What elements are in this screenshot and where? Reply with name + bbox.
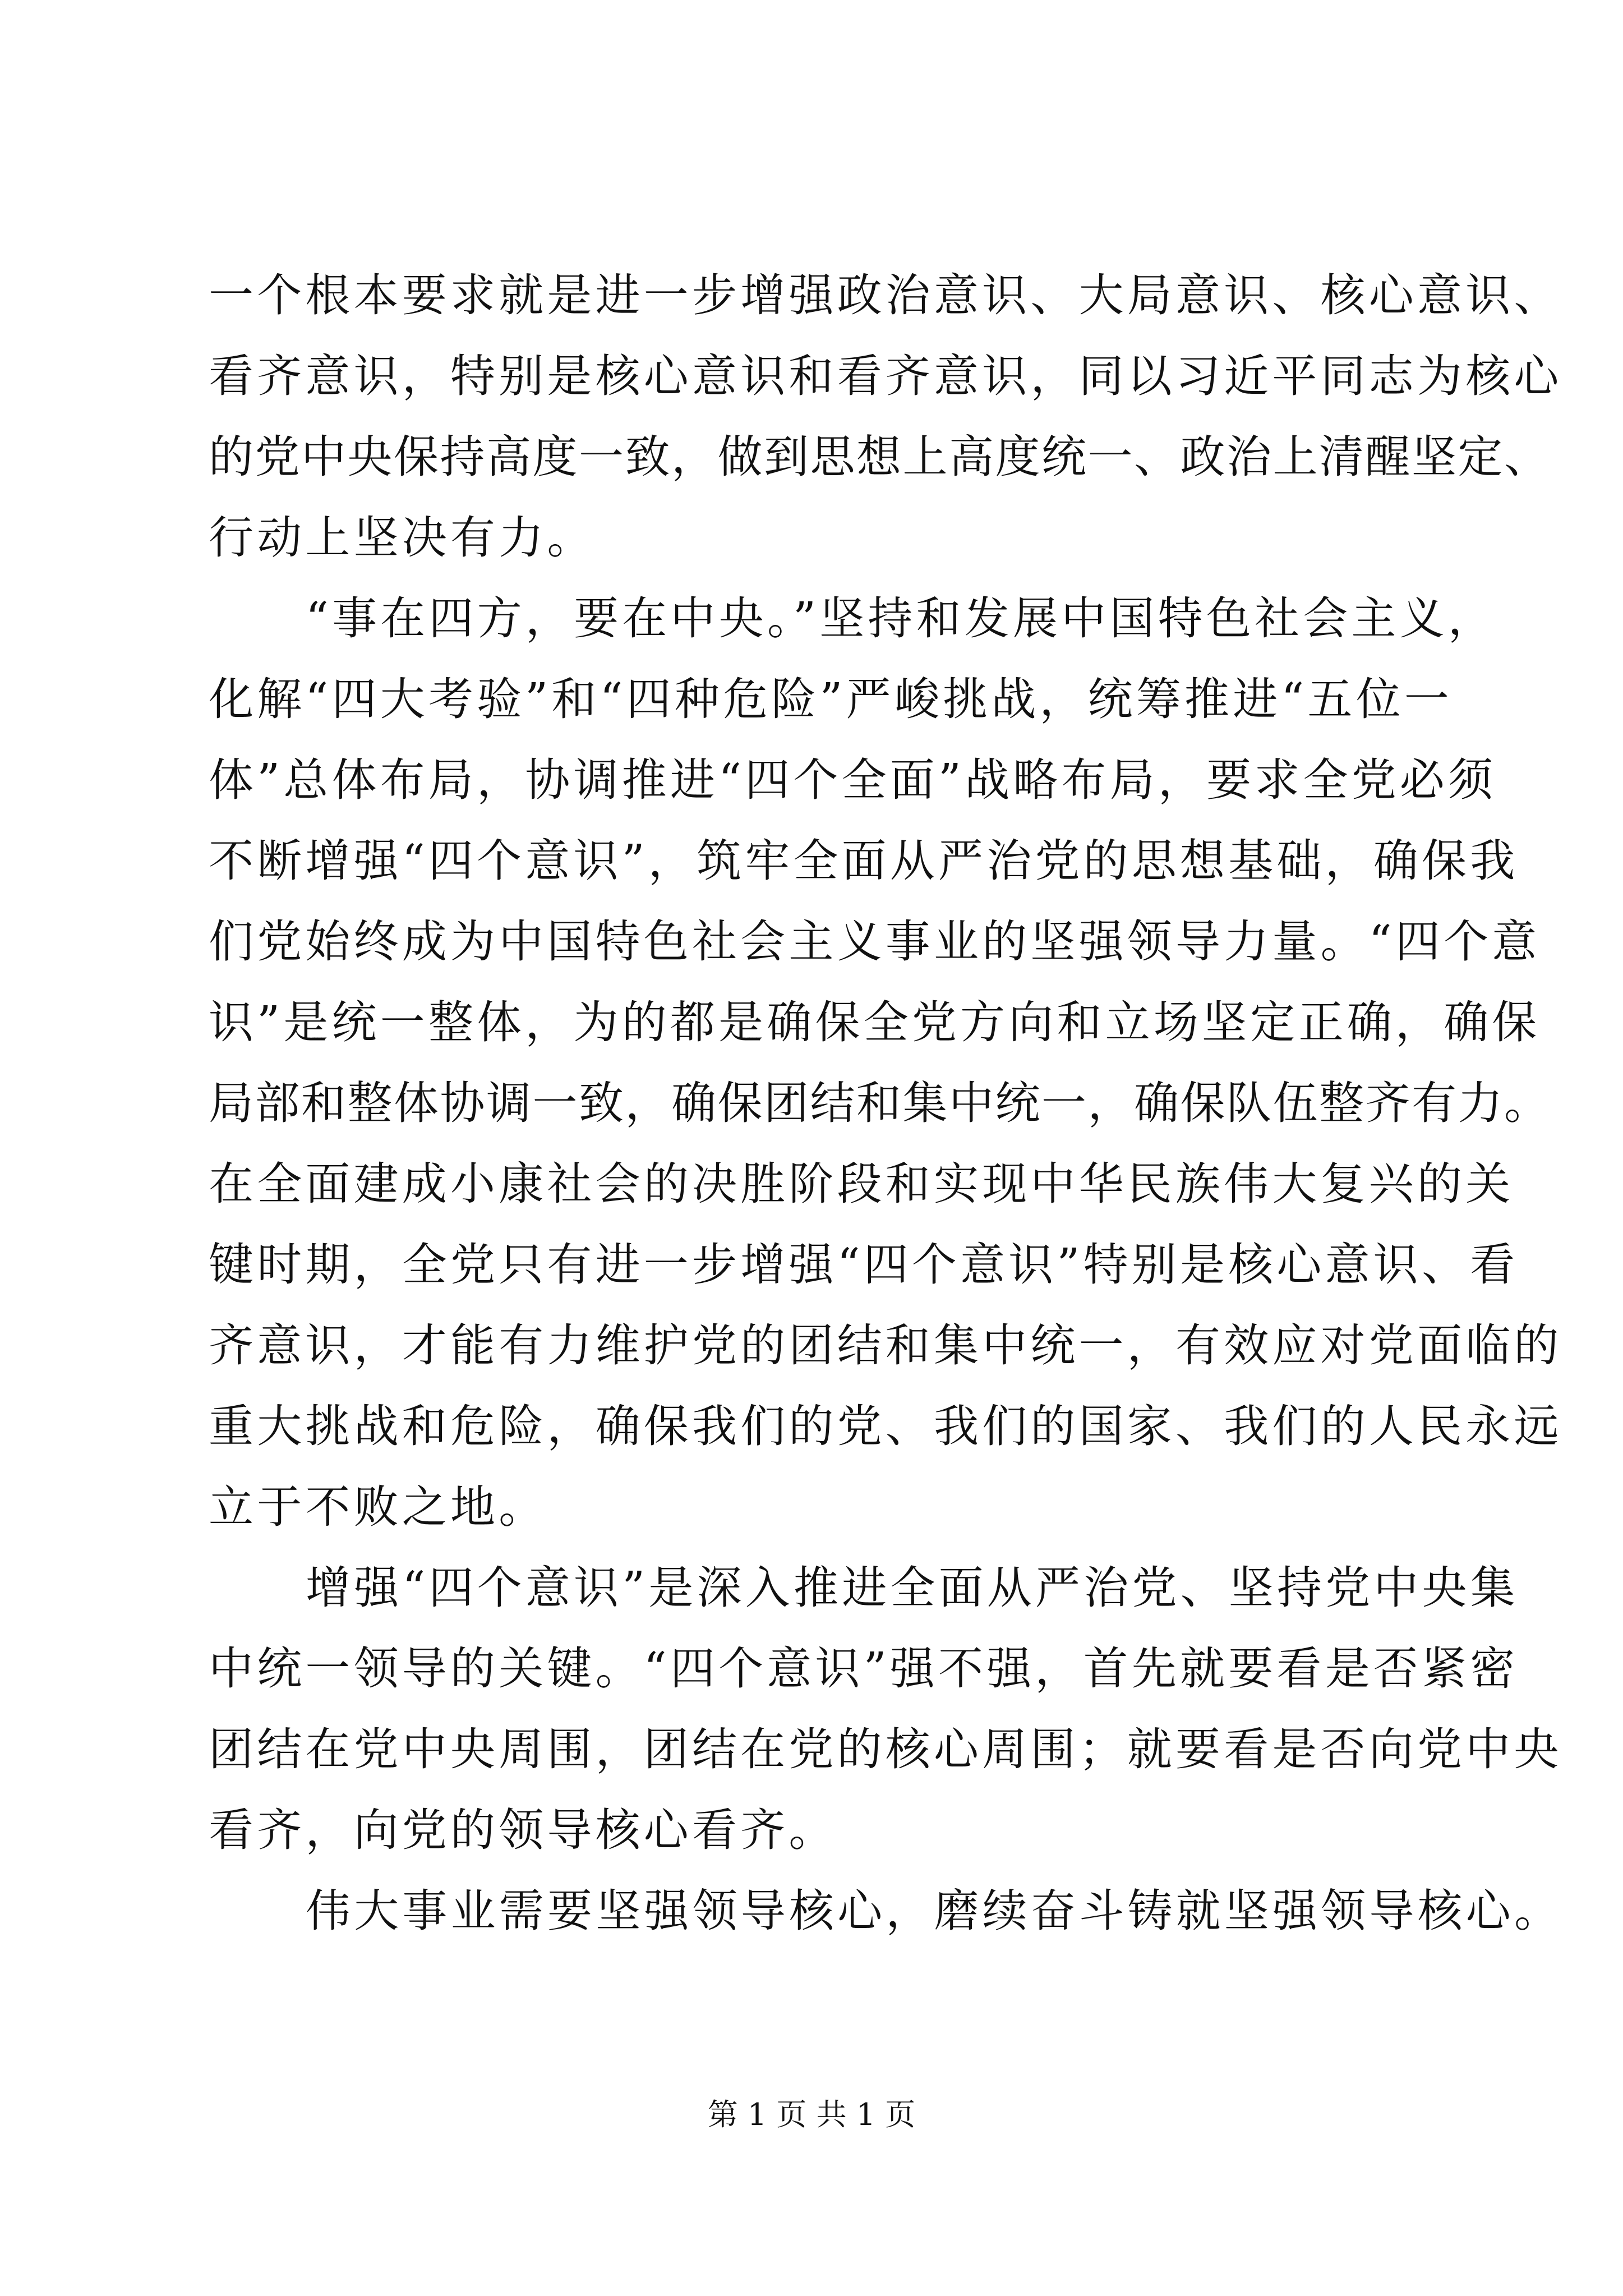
text-line: 识”是统一整体，为的都是确保全党方向和立场坚定正确，确保 (209, 996, 1541, 1048)
text-line: 局部和整体协调一致，确保团结和集中统一，确保队伍整齐有力。 (209, 1077, 1551, 1129)
text-line: 键时期，全党只有进一步增强“四个意识”特别是核心意识、看 (209, 1239, 1519, 1291)
text-line: 们党始终成为中国特色社会主义事业的坚强领导力量。“四个意 (209, 915, 1541, 968)
text-line: 的党中央保持高度一致，做到思想上高度统一、政治上清醒坚定、 (209, 431, 1551, 483)
text-line: 在全面建成小康社会的决胜阶段和实现中华民族伟大复兴的关 (209, 1158, 1514, 1210)
text-line: 看齐意识，特别是核心意识和看齐意识，同以习近平同志为核心 (209, 350, 1562, 402)
text-line: 看齐，向党的领导核心看齐。 (209, 1804, 837, 1856)
paragraph-start-line: “事在四方，要在中央。”坚持和发展中国特色社会主义， (306, 592, 1496, 645)
paragraph-start-line: 伟大事业需要坚强领导核心，磨续奋斗铸就坚强领导核心。 (306, 1885, 1563, 1937)
text-line: 重大挑战和危险，确保我们的党、我们的国家、我们的人民永远 (209, 1400, 1562, 1452)
text-line: 中统一领导的关键。“四个意识”强不强，首先就要看是否紧密 (209, 1642, 1519, 1695)
page-number-footer: 第 1 页 共 1 页 (707, 2097, 916, 2132)
text-line: 立于不败之地。 (209, 1481, 547, 1533)
text-line: 齐意识，才能有力维护党的团结和集中统一，有效应对党面临的 (209, 1319, 1562, 1372)
document-body (209, 255, 1563, 1952)
text-line: 化解“四大考验”和“四种危险”严峻挑战，统筹推进“五位一 (209, 673, 1453, 725)
text-line: 团结在党中央周围，团结在党的核心周围；就要看是否向党中央 (209, 1723, 1562, 1775)
text-line: 一个根本要求就是进一步增强政治意识、大局意识、核心意识、 (209, 269, 1562, 321)
text-line: 行动上坚决有力。 (209, 512, 596, 564)
text-line: 体”总体布局，协调推进“四个全面”战略布局，要求全党必须 (209, 754, 1497, 806)
paragraph-start-line: 增强“四个意识”是深入推进全面从严治党、坚持党中央集 (306, 1562, 1519, 1614)
text-line: 不断增强“四个意识”，筑牢全面从严治党的思想基础，确保我 (209, 835, 1519, 887)
